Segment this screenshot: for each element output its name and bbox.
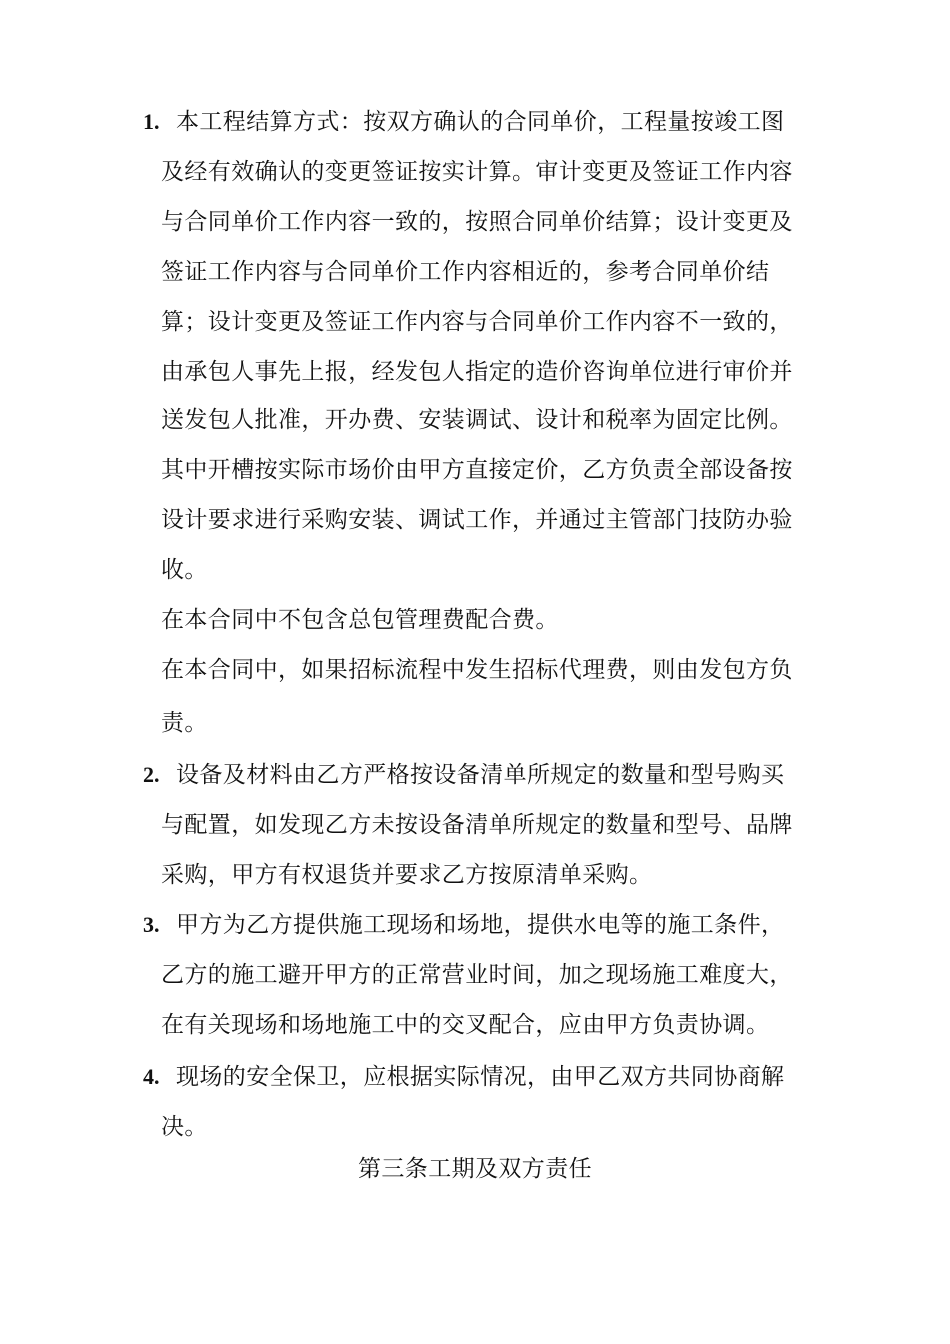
item-1-line-2: 及经有效确认的变更签证按实计算。审计变更及签证工作内容 xyxy=(161,159,793,185)
item-1-line-5: 算；设计变更及签证工作内容与合同单价工作内容不一致的， xyxy=(161,309,793,335)
item-1-para-b-line-1: 在本合同中不包含总包管理费配合费。 xyxy=(161,607,559,633)
item-number: 4. xyxy=(143,1064,160,1089)
item-4-line-2: 决。 xyxy=(161,1114,208,1140)
item-1-para-c-line-2: 责。 xyxy=(161,710,208,736)
item-3-line-2: 乙方的施工避开甲方的正常营业时间，加之现场施工难度大， xyxy=(161,962,793,988)
item-1-line-6: 由承包人事先上报，经发包人指定的造价咨询单位进行审价并 xyxy=(161,359,793,385)
item-1-para-a-line-1: 其中开槽按实际市场价由甲方直接定价，乙方负责全部设备按 xyxy=(161,457,793,483)
item-1-para-a-line-2: 设计要求进行采购安装、调试工作，并通过主管部门技防办验 xyxy=(161,507,793,533)
item-4-line-1: 现场的安全保卫，应根据实际情况，由甲乙双方共同协商解 xyxy=(176,1064,785,1090)
item-number: 1. xyxy=(143,109,160,134)
section-heading: 第三条工期及双方责任 xyxy=(358,1156,592,1182)
item-1-line-3: 与合同单价工作内容一致的，按照合同单价结算；设计变更及 xyxy=(161,209,793,235)
item-1-para-c-line-1: 在本合同中，如果招标流程中发生招标代理费，则由发包方负 xyxy=(161,657,793,683)
item-1-para-a-line-3: 收。 xyxy=(161,557,208,583)
item-number: 3. xyxy=(143,912,160,937)
item-number: 2. xyxy=(143,762,160,787)
item-1-line-1: 本工程结算方式：按双方确认的合同单价，工程量按竣工图 xyxy=(176,109,785,135)
item-1-line-7: 送发包人批准，开办费、安装调试、设计和税率为固定比例。 xyxy=(161,407,793,433)
item-2-line-2: 与配置，如发现乙方未按设备清单所规定的数量和型号、品牌 xyxy=(161,812,793,838)
item-1-line-4: 签证工作内容与合同单价工作内容相近的，参考合同单价结 xyxy=(161,259,770,285)
item-3-line-3: 在有关现场和场地施工中的交叉配合，应由甲方负责协调。 xyxy=(161,1012,770,1038)
item-3-line-1: 甲方为乙方提供施工现场和场地，提供水电等的施工条件， xyxy=(176,912,785,938)
item-2-line-1: 设备及材料由乙方严格按设备清单所规定的数量和型号购买 xyxy=(176,762,785,788)
item-2-line-3: 采购，甲方有权退货并要求乙方按原清单采购。 xyxy=(161,862,653,888)
